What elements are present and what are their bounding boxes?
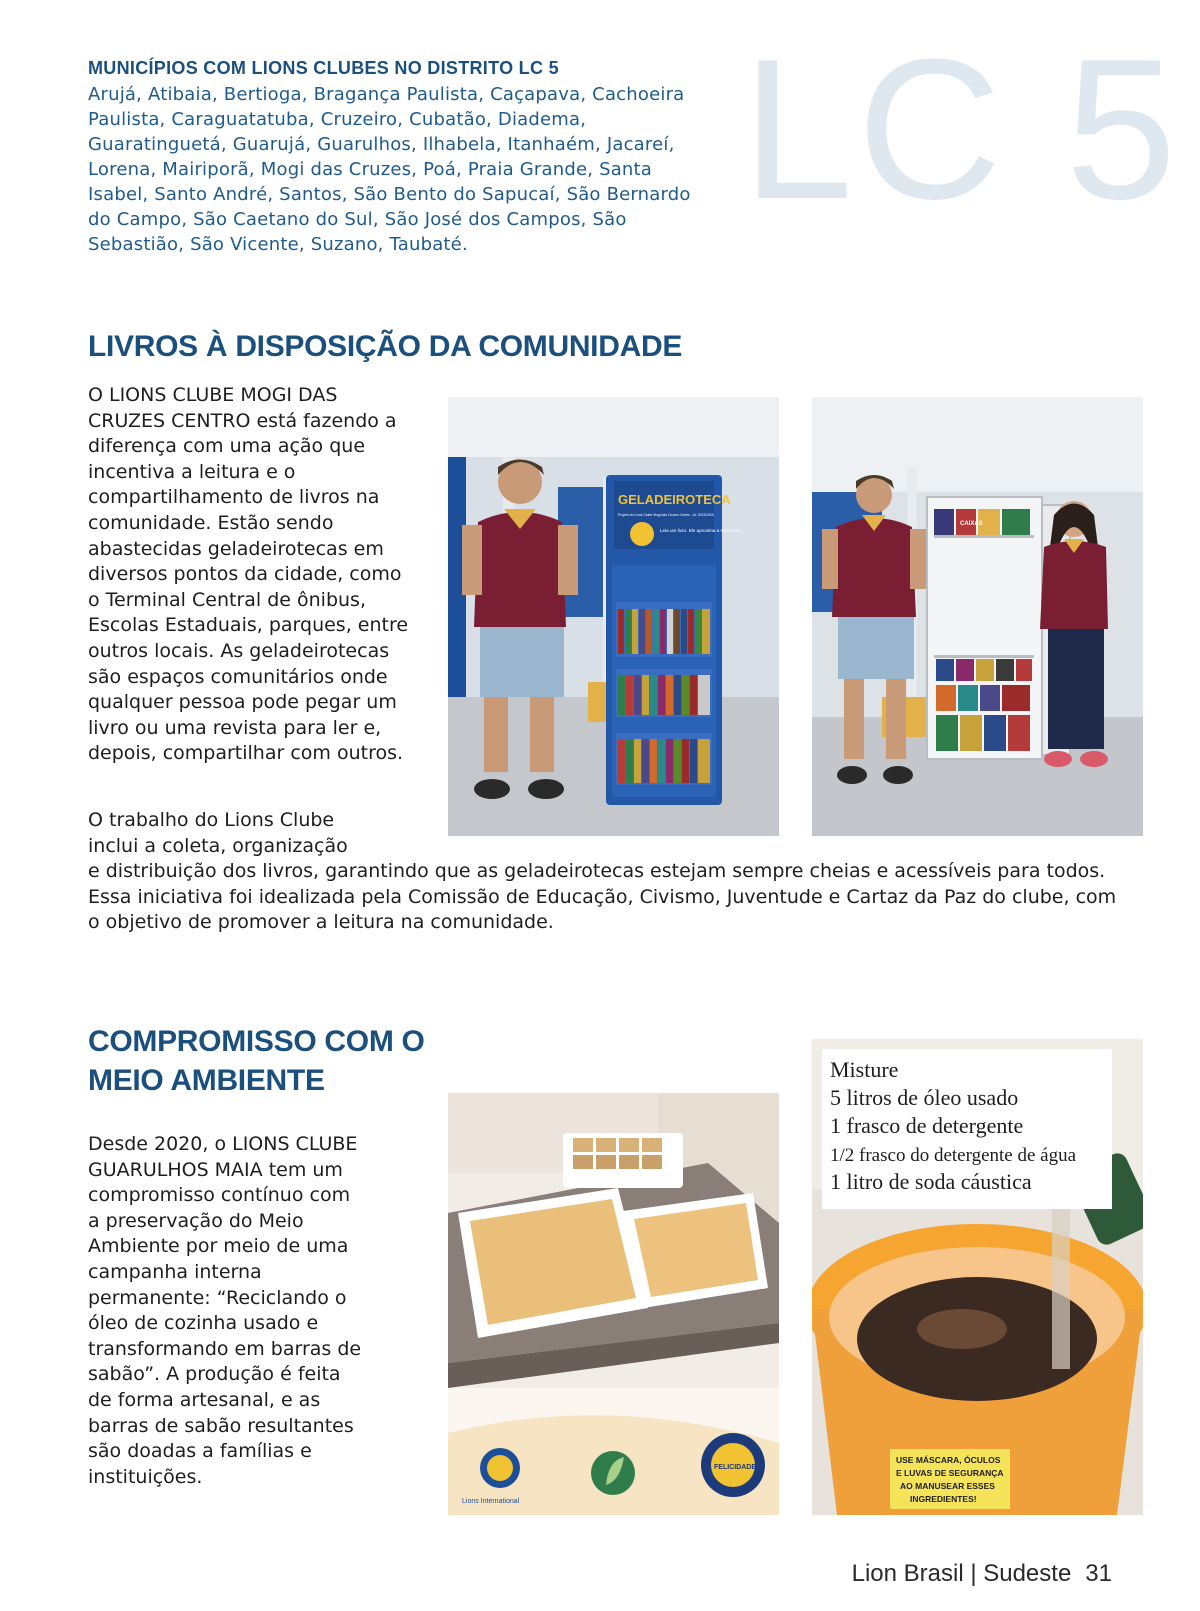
warning-line-1: USE MÁSCARA, ÓCULOS: [896, 1455, 1001, 1465]
photo-soap-bars: [448, 1093, 779, 1515]
recipe-line-3: 1 frasco de detergente: [830, 1113, 1024, 1138]
felicidade-badge-text: FELICIDADE: [714, 1464, 756, 1471]
section2-title-line2: MEIO AMBIENTE: [88, 1064, 325, 1097]
photo-soap-recipe-bucket: [812, 1039, 1143, 1515]
lions-international-caption: Lions International: [462, 1498, 520, 1505]
section1-paragraph2-rest: e distribuição dos livros, garantindo que as geladeirotecas estejam sempre cheias e acessíveis para todos. Essa iniciativa foi idealizada pela Comissão de Educação, Civismo, Juventude e Cartaz da Paz do clube, com o objetivo de promover a leitura na comunidade.: [88, 860, 1117, 934]
recipe-line-2: 5 litros de óleo usado: [830, 1085, 1019, 1110]
section2-paragraph: Desde 2020, o LIONS CLUBE GUARULHOS MAIA tem um compromisso contínuo com a preservação do Meio Ambiente por meio de uma campanha interna permanente: “Reciclando o óleo de cozinha usado e transformando em barras de sabão”. A produção é feita de forma artesanal, e as barras de sabão resultantes são doadas a famílias e instituições.: [88, 1133, 362, 1488]
sign-text: Leia um livro. Ele aproxima a sabedoria.: [660, 528, 742, 533]
magazine-label: CAIXAS: [960, 521, 983, 527]
warning-line-3: AO MANUSEAR ESSES: [900, 1481, 995, 1491]
section2-title-line1: COMPROMISSO COM O: [88, 1025, 425, 1058]
photo-geladeiroteca-open: [812, 397, 1143, 836]
recipe-line-5: 1 litro de soda cáustica: [830, 1169, 1032, 1194]
lions-logo-icon: [630, 522, 654, 546]
section1-paragraph2-start: O trabalho do Lions Clube inclui a coleta, organização: [88, 809, 348, 857]
municipios-title: MUNICÍPIOS COM LIONS CLUBES NO DISTRITO LC 5: [88, 58, 559, 78]
municipios-list: Arujá, Atibaia, Bertioga, Bragança Paulista, Caçapava, Cachoeira Paulista, Caraguatatuba, Cruzeiro, Cubatão, Diadema, Guaratinguetá, Guarujá, Guarulhos, Ilhabela, Itanhaém, Jacareí, Lorena, Mairiporã, Mogi das Cruzes, Poá, Praia Grande, Santa Isabel, Santo André, Santos, São Bento do Sapucaí, São Bernardo do Campo, São Caetano do Sul, São José dos Campos, São Sebastião, São Vicente, Suzano, Taubaté.: [88, 84, 691, 255]
recipe-line-1: Misture: [830, 1057, 899, 1082]
page-number: 31: [1085, 1560, 1112, 1587]
page-footer: [852, 1560, 1112, 1588]
section1-paragraph1: O LIONS CLUBE MOGI DAS CRUZES CENTRO está fazendo a diferença com uma ação que incentiva a leitura e o compartilhamento de livros na comunidade. Estão sendo abastecidas geladeirotecas em diversos pontos da cidade, como o Terminal Central de ônibus, Escolas Estaduais, parques, entre outros locais. As geladeirotecas são espaços comunitários onde qualquer pessoa pode pegar um livro ou uma revista para ler e, depois, compartilhar com outros.: [88, 384, 409, 765]
recipe-line-4: 1/2 frasco do detergente de água: [830, 1145, 1077, 1166]
district-watermark: LC 5: [742, 18, 1181, 241]
photo-geladeiroteca-closed: [448, 397, 779, 836]
sign-small: Projeto do Lions Clube Mogi das Cruzes Centro - AL 2023/2024: [618, 513, 714, 517]
warning-line-2: E LUVAS DE SEGURANÇA: [896, 1468, 1004, 1478]
warning-line-4: INGREDIENTES!: [910, 1494, 977, 1504]
sign-title: GELADEIROTECA: [618, 492, 731, 507]
section1-title: LIVROS À DISPOSIÇÃO DA COMUNIDADE: [88, 330, 683, 363]
publication-name: Lion Brasil | Sudeste: [851, 1560, 1072, 1587]
